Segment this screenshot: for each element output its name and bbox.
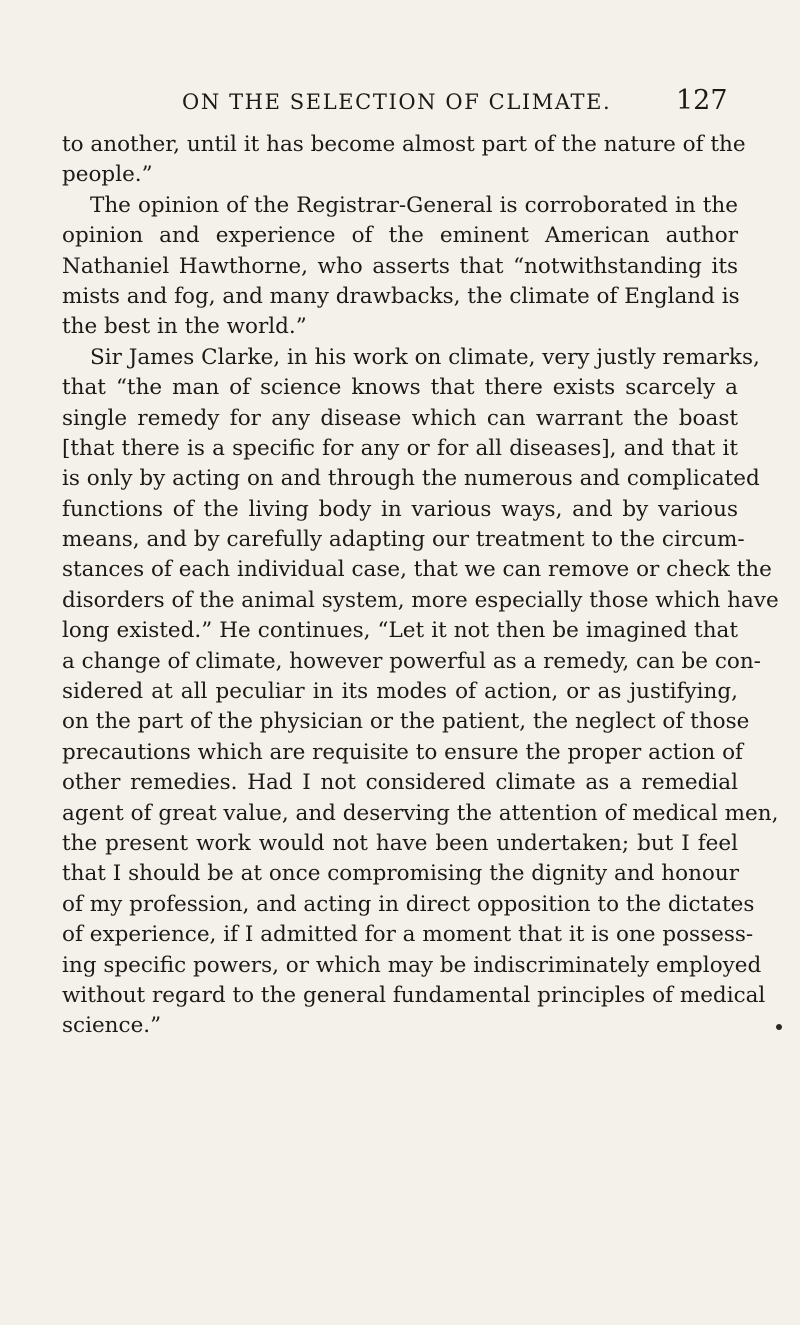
text-line: opinion and experience of the eminent American author [62,223,738,249]
text-line: [that there is a specific for any or for all diseases], and that it [62,435,738,461]
paragraph-start-line: Sir James Clarke, in his work on climate, very justly remarks, [90,344,760,370]
running-title: ON THE SELECTION OF CLIMATE. [182,90,612,114]
text-line: of experience, if I admitted for a moment that it is one possess- [62,922,754,948]
text-line: precautions which are requisite to ensure the proper action of [62,739,743,765]
ink-speck [776,1024,782,1030]
paragraph-start-line: The opinion of the Registrar-General is corroborated in the [90,192,738,218]
text-line: people.” [62,162,153,188]
text-line: disorders of the animal system, more especially those which have [62,587,779,613]
text-line: to another, until it has become almost part of the nature of the [62,132,746,157]
text-line: that “the man of science knows that there exists scarcely a [62,375,738,401]
text-line: the best in the world.” [62,314,307,340]
text-line: ing specific powers, or which may be indiscriminately employed [62,952,762,978]
text-line: long existed.” He continues, “Let it not then be imagined that [62,618,738,644]
text-line: stances of each individual case, that we can remove or check the [62,557,772,583]
text-line: science.” [62,1013,162,1039]
text-line: a change of climate, however powerful as a remedy, can be con- [62,648,761,674]
text-line: means, and by carefully adapting our treatment to the circum- [62,527,745,553]
text-line: on the part of the physician or the patient, the neglect of those [62,709,750,735]
text-line: functions of the living body in various ways, and by various [62,496,738,522]
text-line: without regard to the general fundamental principles of medical [62,982,766,1008]
page-number: 127 [676,85,728,116]
text-line: is only by acting on and through the numerous and complicated [62,466,760,492]
text-line: that I should be at once compromising the dignity and honour [62,861,739,887]
text-line: agent of great value, and deserving the attention of medical men, [62,800,779,826]
text-line: the present work would not have been undertaken; but I feel [62,830,738,856]
text-line: single remedy for any disease which can warrant the boast [62,405,738,431]
running-head [0,85,800,122]
body-text [62,130,779,1042]
text-line: mists and fog, and many drawbacks, the climate of England is [62,283,740,309]
text-line: Nathaniel Hawthorne, who asserts that “notwithstanding its [62,253,738,279]
text-line: sidered at all peculiar in its modes of action, or as justifying, [62,679,738,705]
text-line: of my profession, and acting in direct opposition to the dictates [62,891,755,917]
text-line: other remedies. Had I not considered climate as a remedial [62,770,738,796]
